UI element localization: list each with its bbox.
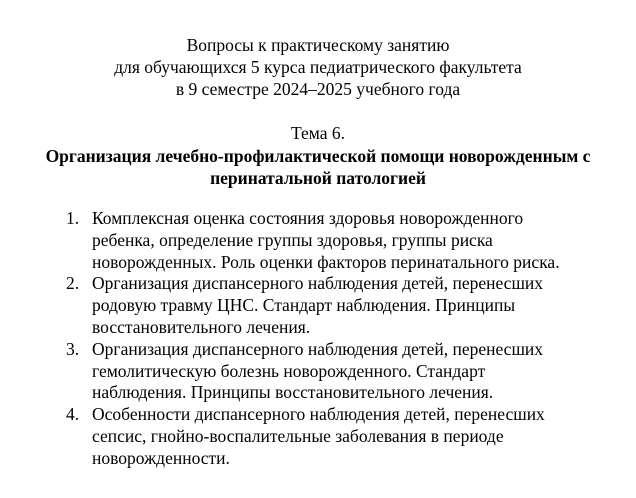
question-text-line: сепсис, гнойно-воспалительные заболевания в периоде [92,425,504,446]
question-text-line: родовую травму ЦНС. Стандарт наблюдения. Принципы [92,295,516,316]
question-number: 3. [66,338,80,359]
header-line-2: для обучающихся 5 курса педиатрического факультета [114,57,522,77]
question-text-line: Особенности диспансерного наблюдения детей, перенесших [92,404,545,425]
question-item-2 [0,273,636,338]
topic-title-line-1: Организация лечебно-профилактической помощи новорожденным с [45,146,591,166]
question-text-line: новорожденных. Роль оценки факторов перинатального риска. [92,251,560,272]
question-number: 4. [66,404,80,425]
questions-list [0,208,636,470]
topic-title [0,145,636,189]
question-text-line: наблюдения. Принципы восстановительного лечения. [92,382,494,403]
question-text-line: Организация диспансерного наблюдения детей, перенесших [92,338,544,359]
question-item-4 [0,404,636,469]
question-text-line: ребенка, определение группы здоровья, группы риска [92,229,493,250]
topic-label: Тема 6. [290,123,345,143]
question-text-line: гемолитическую болезнь новорожденного. Стандарт [92,360,486,381]
question-number: 1. [66,208,80,228]
question-text-line: восстановительного лечения. [92,316,311,337]
document-header [0,34,636,100]
question-text-line: новорожденности. [92,447,230,468]
question-item-1 [0,208,636,273]
header-line-3: в 9 семестре 2024–2025 учебного года [175,79,461,99]
question-text-line: Комплексная оценка состояния здоровья новорожденного [92,208,524,228]
header-line-1: Вопросы к практическому занятию [186,35,450,55]
question-text-line: Организация диспансерного наблюдения детей, перенесших [92,273,544,294]
question-item-3 [0,339,636,404]
question-number: 2. [66,273,80,294]
topic-title-line-2: перинатальной патологией [210,168,426,188]
